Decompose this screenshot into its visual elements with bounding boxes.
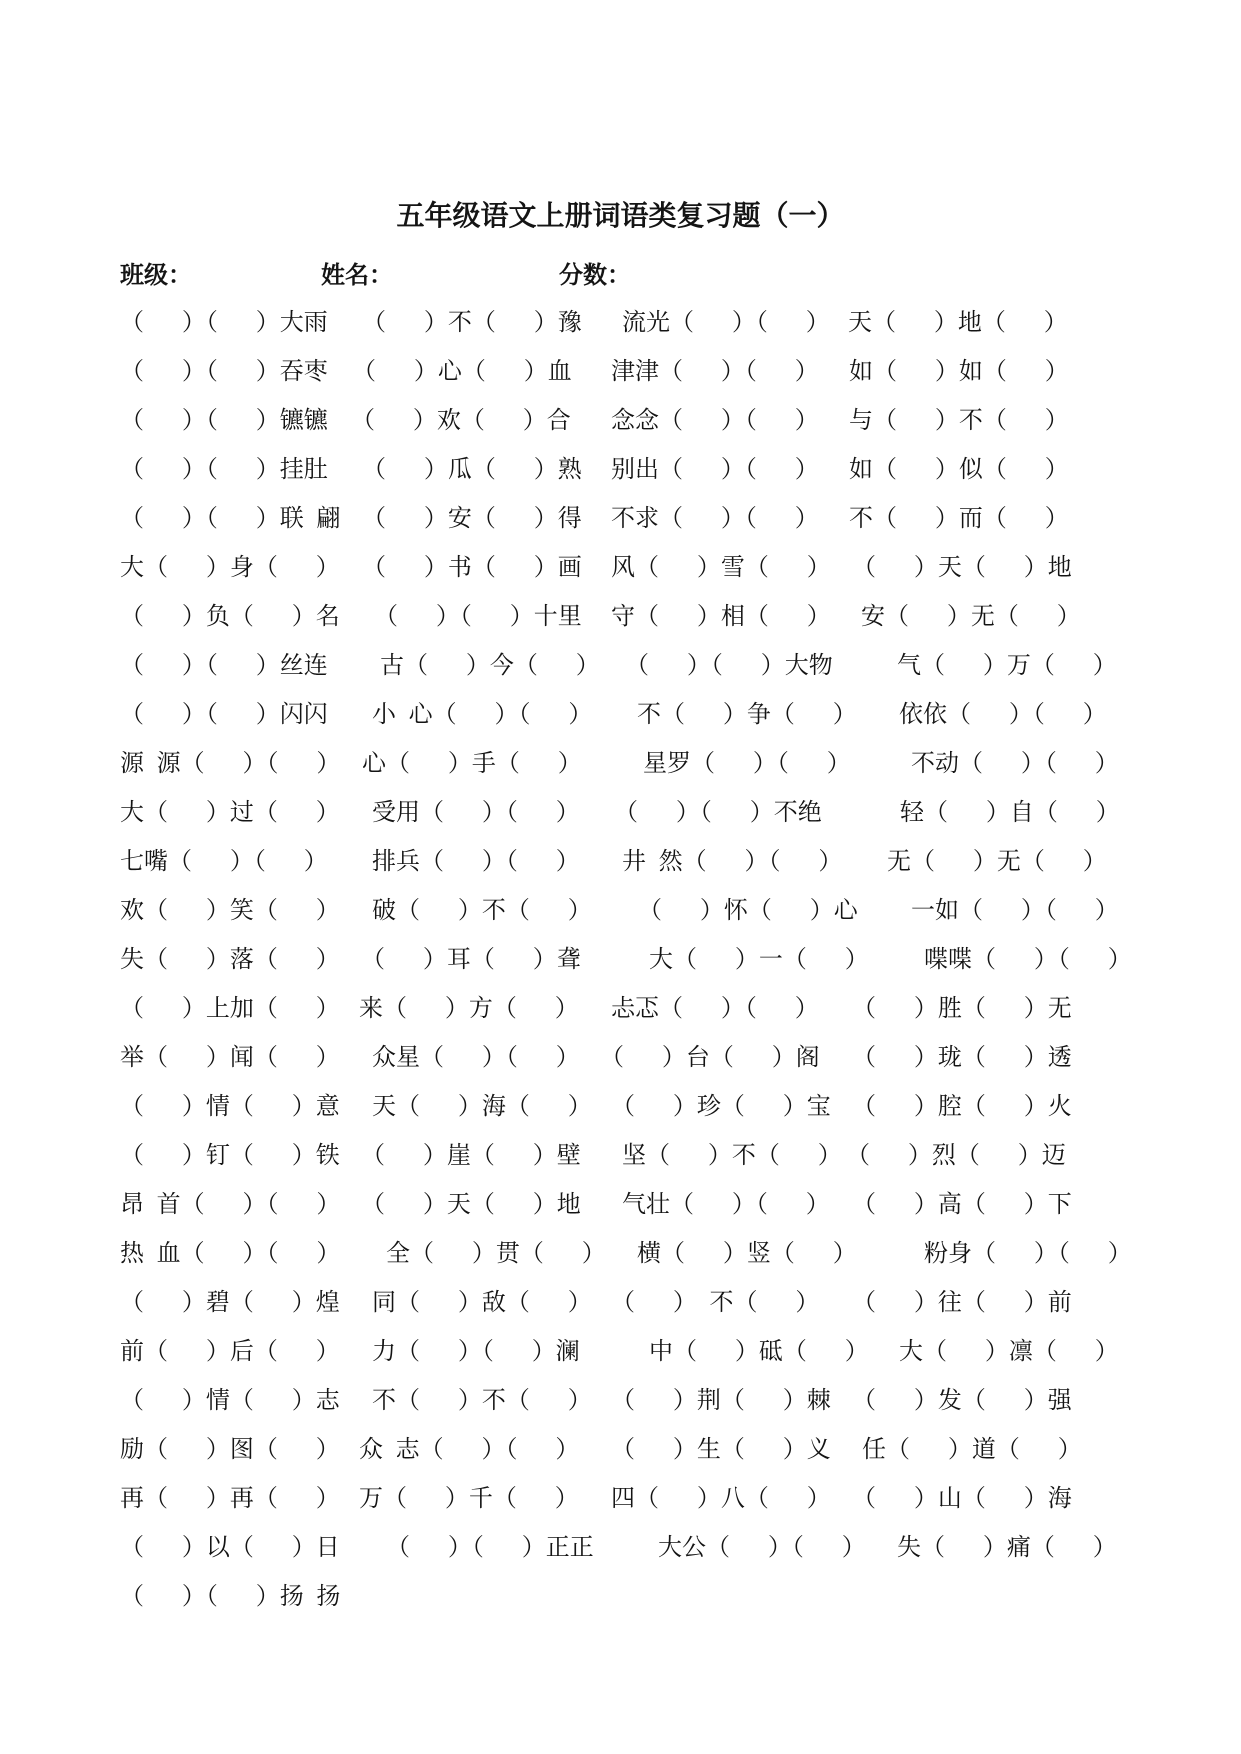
idiom-fill-blank-item: （ ）（ ）吞枣 (120, 357, 328, 385)
idiom-fill-blank-item: 失（ ）落（ ） (120, 945, 340, 973)
exercise-row (0, 1131, 1241, 1180)
idiom-fill-blank-item: （ ）（ ）联 翩 (120, 504, 341, 532)
idiom-fill-blank-item: 同（ ）敌（ ） (372, 1288, 592, 1316)
exercise-row (0, 1327, 1241, 1376)
idiom-fill-blank-item: （ ）以（ ）日 (120, 1533, 340, 1561)
idiom-fill-blank-item: （ ）钉（ ）铁 (120, 1141, 340, 1169)
idiom-fill-blank-item: 心（ ）手（ ） (362, 749, 582, 777)
idiom-fill-blank-item: （ ）天（ ）地 (361, 1190, 581, 1218)
idiom-fill-blank-item: （ ）烈（ ）迈 (846, 1141, 1066, 1169)
exercise-row (0, 690, 1241, 739)
idiom-fill-blank-item: （ ）碧（ ）煌 (120, 1288, 340, 1316)
idiom-fill-blank-item: （ ）怀（ ）心 (638, 896, 858, 924)
idiom-fill-blank-item: （ ）（ ）挂肚 (120, 455, 328, 483)
name-label: 姓名： (321, 260, 393, 289)
idiom-fill-blank-item: 举（ ）闻（ ） (120, 1043, 340, 1071)
idiom-fill-blank-item: 粉身（ ）（ ） (924, 1239, 1132, 1267)
idiom-fill-blank-item: 排兵（ ）（ ） (372, 847, 580, 875)
idiom-fill-blank-item: 热 血（ ）（ ） (120, 1239, 341, 1267)
idiom-fill-blank-item: （ ）珑（ ）透 (852, 1043, 1072, 1071)
idiom-fill-blank-item: 不（ ）争（ ） (637, 700, 857, 728)
idiom-fill-blank-item: （ ）崖（ ）壁 (361, 1141, 581, 1169)
idiom-fill-blank-item: （ ）珍（ ）宝 (611, 1092, 831, 1120)
idiom-fill-blank-item: 天（ ）海（ ） (372, 1092, 592, 1120)
idiom-fill-blank-item: 守（ ）相（ ） (611, 602, 831, 630)
idiom-fill-blank-item: （ ）情（ ）志 (120, 1386, 340, 1414)
idiom-fill-blank-item: 不（ ）不（ ） (372, 1386, 592, 1414)
exercise-row (0, 396, 1241, 445)
exercise-row (0, 1572, 1241, 1621)
idiom-fill-blank-item: （ ）荆（ ）棘 (611, 1386, 831, 1414)
idiom-fill-blank-item: 小 心（ ）（ ） (372, 700, 593, 728)
idiom-fill-blank-item: （ ）（ ）十里 (374, 602, 582, 630)
exercise-list (0, 298, 1241, 1628)
exercise-row (0, 1425, 1241, 1474)
idiom-fill-blank-item: 安（ ）无（ ） (861, 602, 1081, 630)
idiom-fill-blank-item: 喋喋（ ）（ ） (924, 945, 1132, 973)
idiom-fill-blank-item: （ ）（ ）大物 (625, 651, 833, 679)
idiom-fill-blank-item: （ ）胜（ ）无 (852, 994, 1072, 1022)
idiom-fill-blank-item: 念念（ ）（ ） (611, 406, 819, 434)
idiom-fill-blank-item: （ ）负（ ）名 (120, 602, 340, 630)
exercise-row (0, 641, 1241, 690)
idiom-fill-blank-item: （ ）欢（ ）合 (351, 406, 571, 434)
idiom-fill-blank-item: 坚（ ）不（ ） (622, 1141, 842, 1169)
idiom-fill-blank-item: 轻（ ）自（ ） (900, 798, 1120, 826)
idiom-fill-blank-item: 任（ ）道（ ） (862, 1435, 1082, 1463)
idiom-fill-blank-item: 源 源（ ）（ ） (120, 749, 341, 777)
idiom-fill-blank-item: 与（ ）不（ ） (849, 406, 1069, 434)
idiom-fill-blank-item: 昂 首（ ）（ ） (120, 1190, 341, 1218)
idiom-fill-blank-item: 天（ ）地（ ） (848, 308, 1068, 336)
idiom-fill-blank-item: （ ）（ ）不绝 (614, 798, 822, 826)
idiom-fill-blank-item: 七嘴（ ）（ ） (120, 847, 328, 875)
class-label: 班级： (120, 260, 192, 289)
idiom-fill-blank-item: （ ）（ ）正正 (386, 1533, 594, 1561)
idiom-fill-blank-item: （ ）台（ ）阁 (600, 1043, 820, 1071)
idiom-fill-blank-item: 不动（ ）（ ） (911, 749, 1119, 777)
idiom-fill-blank-item: 古（ ）今（ ） (380, 651, 600, 679)
idiom-fill-blank-item: （ ）心（ ）血 (352, 357, 572, 385)
idiom-fill-blank-item: 大（ ）身（ ） (120, 553, 340, 581)
idiom-fill-blank-item: 励（ ）图（ ） (120, 1435, 340, 1463)
worksheet-title: 五年级语文上册词语类复习题（一） (396, 199, 845, 232)
idiom-fill-blank-item: 津津（ ）（ ） (611, 357, 819, 385)
exercise-row (0, 837, 1241, 886)
idiom-fill-blank-item: （ ）发（ ）强 (852, 1386, 1072, 1414)
exercise-row (0, 592, 1241, 641)
idiom-fill-blank-item: 前（ ）后（ ） (120, 1337, 340, 1365)
idiom-fill-blank-item: 欢（ ）笑（ ） (120, 896, 340, 924)
idiom-fill-blank-item: 再（ ）再（ ） (120, 1484, 340, 1512)
idiom-fill-blank-item: 失（ ）痛（ ） (897, 1533, 1117, 1561)
exercise-row (0, 886, 1241, 935)
idiom-fill-blank-item: 全（ ）贯（ ） (386, 1239, 606, 1267)
idiom-fill-blank-item: 大（ ）一（ ） (649, 945, 869, 973)
idiom-fill-blank-item: 众 志（ ）（ ） (359, 1435, 580, 1463)
idiom-fill-blank-item: 不（ ）而（ ） (849, 504, 1069, 532)
idiom-fill-blank-item: （ ）不（ ）豫 (362, 308, 582, 336)
idiom-fill-blank-item: （ ）瓜（ ）熟 (362, 455, 582, 483)
idiom-fill-blank-item: （ ）（ ）镳镳 (120, 406, 328, 434)
exercise-row (0, 1229, 1241, 1278)
idiom-fill-blank-item: 星罗（ ）（ ） (643, 749, 851, 777)
idiom-fill-blank-item: （ ）生（ ）义 (611, 1435, 831, 1463)
idiom-fill-blank-item: 依依（ ）（ ） (899, 700, 1107, 728)
idiom-fill-blank-item: （ ）天（ ）地 (852, 553, 1072, 581)
idiom-fill-blank-item: （ ）安（ ）得 (362, 504, 582, 532)
exercise-row (0, 1376, 1241, 1425)
idiom-fill-blank-item: 万（ ）千（ ） (359, 1484, 579, 1512)
exercise-row (0, 298, 1241, 347)
idiom-fill-blank-item: 无（ ）无（ ） (887, 847, 1107, 875)
exercise-row (0, 494, 1241, 543)
idiom-fill-blank-item: 受用（ ）（ ） (372, 798, 580, 826)
exercise-row (0, 1180, 1241, 1229)
idiom-fill-blank-item: （ ）（ ）大雨 (120, 308, 328, 336)
idiom-fill-blank-item: 四（ ）八（ ） (611, 1484, 831, 1512)
idiom-fill-blank-item: （ ）耳（ ）聋 (361, 945, 581, 973)
idiom-fill-blank-item: 力（ ）（ ）澜 (372, 1337, 580, 1365)
exercise-row (0, 984, 1241, 1033)
idiom-fill-blank-item: （ ）书（ ）画 (362, 553, 582, 581)
score-label: 分数： (559, 260, 631, 289)
idiom-fill-blank-item: 大公（ ）（ ） (658, 1533, 866, 1561)
idiom-fill-blank-item: （ ）（ ）丝连 (120, 651, 328, 679)
idiom-fill-blank-item: 破（ ）不（ ） (372, 896, 592, 924)
exercise-row (0, 1082, 1241, 1131)
exercise-row (0, 543, 1241, 592)
exercise-row (0, 1033, 1241, 1082)
exercise-row (0, 1523, 1241, 1572)
idiom-fill-blank-item: 忐忑（ ）（ ） (611, 994, 819, 1022)
idiom-fill-blank-item: （ ）高（ ）下 (852, 1190, 1072, 1218)
idiom-fill-blank-item: （ ）上加（ ） (120, 994, 340, 1022)
idiom-fill-blank-item: （ ）山（ ）海 (852, 1484, 1072, 1512)
idiom-fill-blank-item: 风（ ）雪（ ） (611, 553, 831, 581)
idiom-fill-blank-item: 井 然（ ）（ ） (622, 847, 843, 875)
idiom-fill-blank-item: 横（ ）竖（ ） (637, 1239, 857, 1267)
idiom-fill-blank-item: 来（ ）方（ ） (359, 994, 579, 1022)
idiom-fill-blank-item: （ ）往（ ）前 (852, 1288, 1072, 1316)
idiom-fill-blank-item: 气壮（ ）（ ） (622, 1190, 830, 1218)
exercise-row (0, 347, 1241, 396)
idiom-fill-blank-item: 众星（ ）（ ） (372, 1043, 580, 1071)
idiom-fill-blank-item: （ ）（ ）闪闪 (120, 700, 328, 728)
idiom-fill-blank-item: 不求（ ）（ ） (611, 504, 819, 532)
exercise-row (0, 788, 1241, 837)
exercise-row (0, 1278, 1241, 1327)
idiom-fill-blank-item: 大（ ）凛（ ） (899, 1337, 1119, 1365)
exercise-row (0, 935, 1241, 984)
idiom-fill-blank-item: （ ）（ ）扬 扬 (120, 1582, 341, 1610)
idiom-fill-blank-item: 一如（ ）（ ） (911, 896, 1119, 924)
idiom-fill-blank-item: （ ） 不（ ） (611, 1288, 820, 1316)
idiom-fill-blank-item: 如（ ）如（ ） (849, 357, 1069, 385)
exercise-row (0, 445, 1241, 494)
idiom-fill-blank-item: 别出（ ）（ ） (611, 455, 819, 483)
idiom-fill-blank-item: 大（ ）过（ ） (120, 798, 340, 826)
idiom-fill-blank-item: （ ）情（ ）意 (120, 1092, 340, 1120)
exercise-row (0, 1474, 1241, 1523)
idiom-fill-blank-item: 流光（ ）（ ） (622, 308, 830, 336)
idiom-fill-blank-item: （ ）腔（ ）火 (852, 1092, 1072, 1120)
exercise-row (0, 739, 1241, 788)
idiom-fill-blank-item: 如（ ）似（ ） (849, 455, 1069, 483)
idiom-fill-blank-item: 气（ ）万（ ） (897, 651, 1117, 679)
idiom-fill-blank-item: 中（ ）砥（ ） (649, 1337, 869, 1365)
